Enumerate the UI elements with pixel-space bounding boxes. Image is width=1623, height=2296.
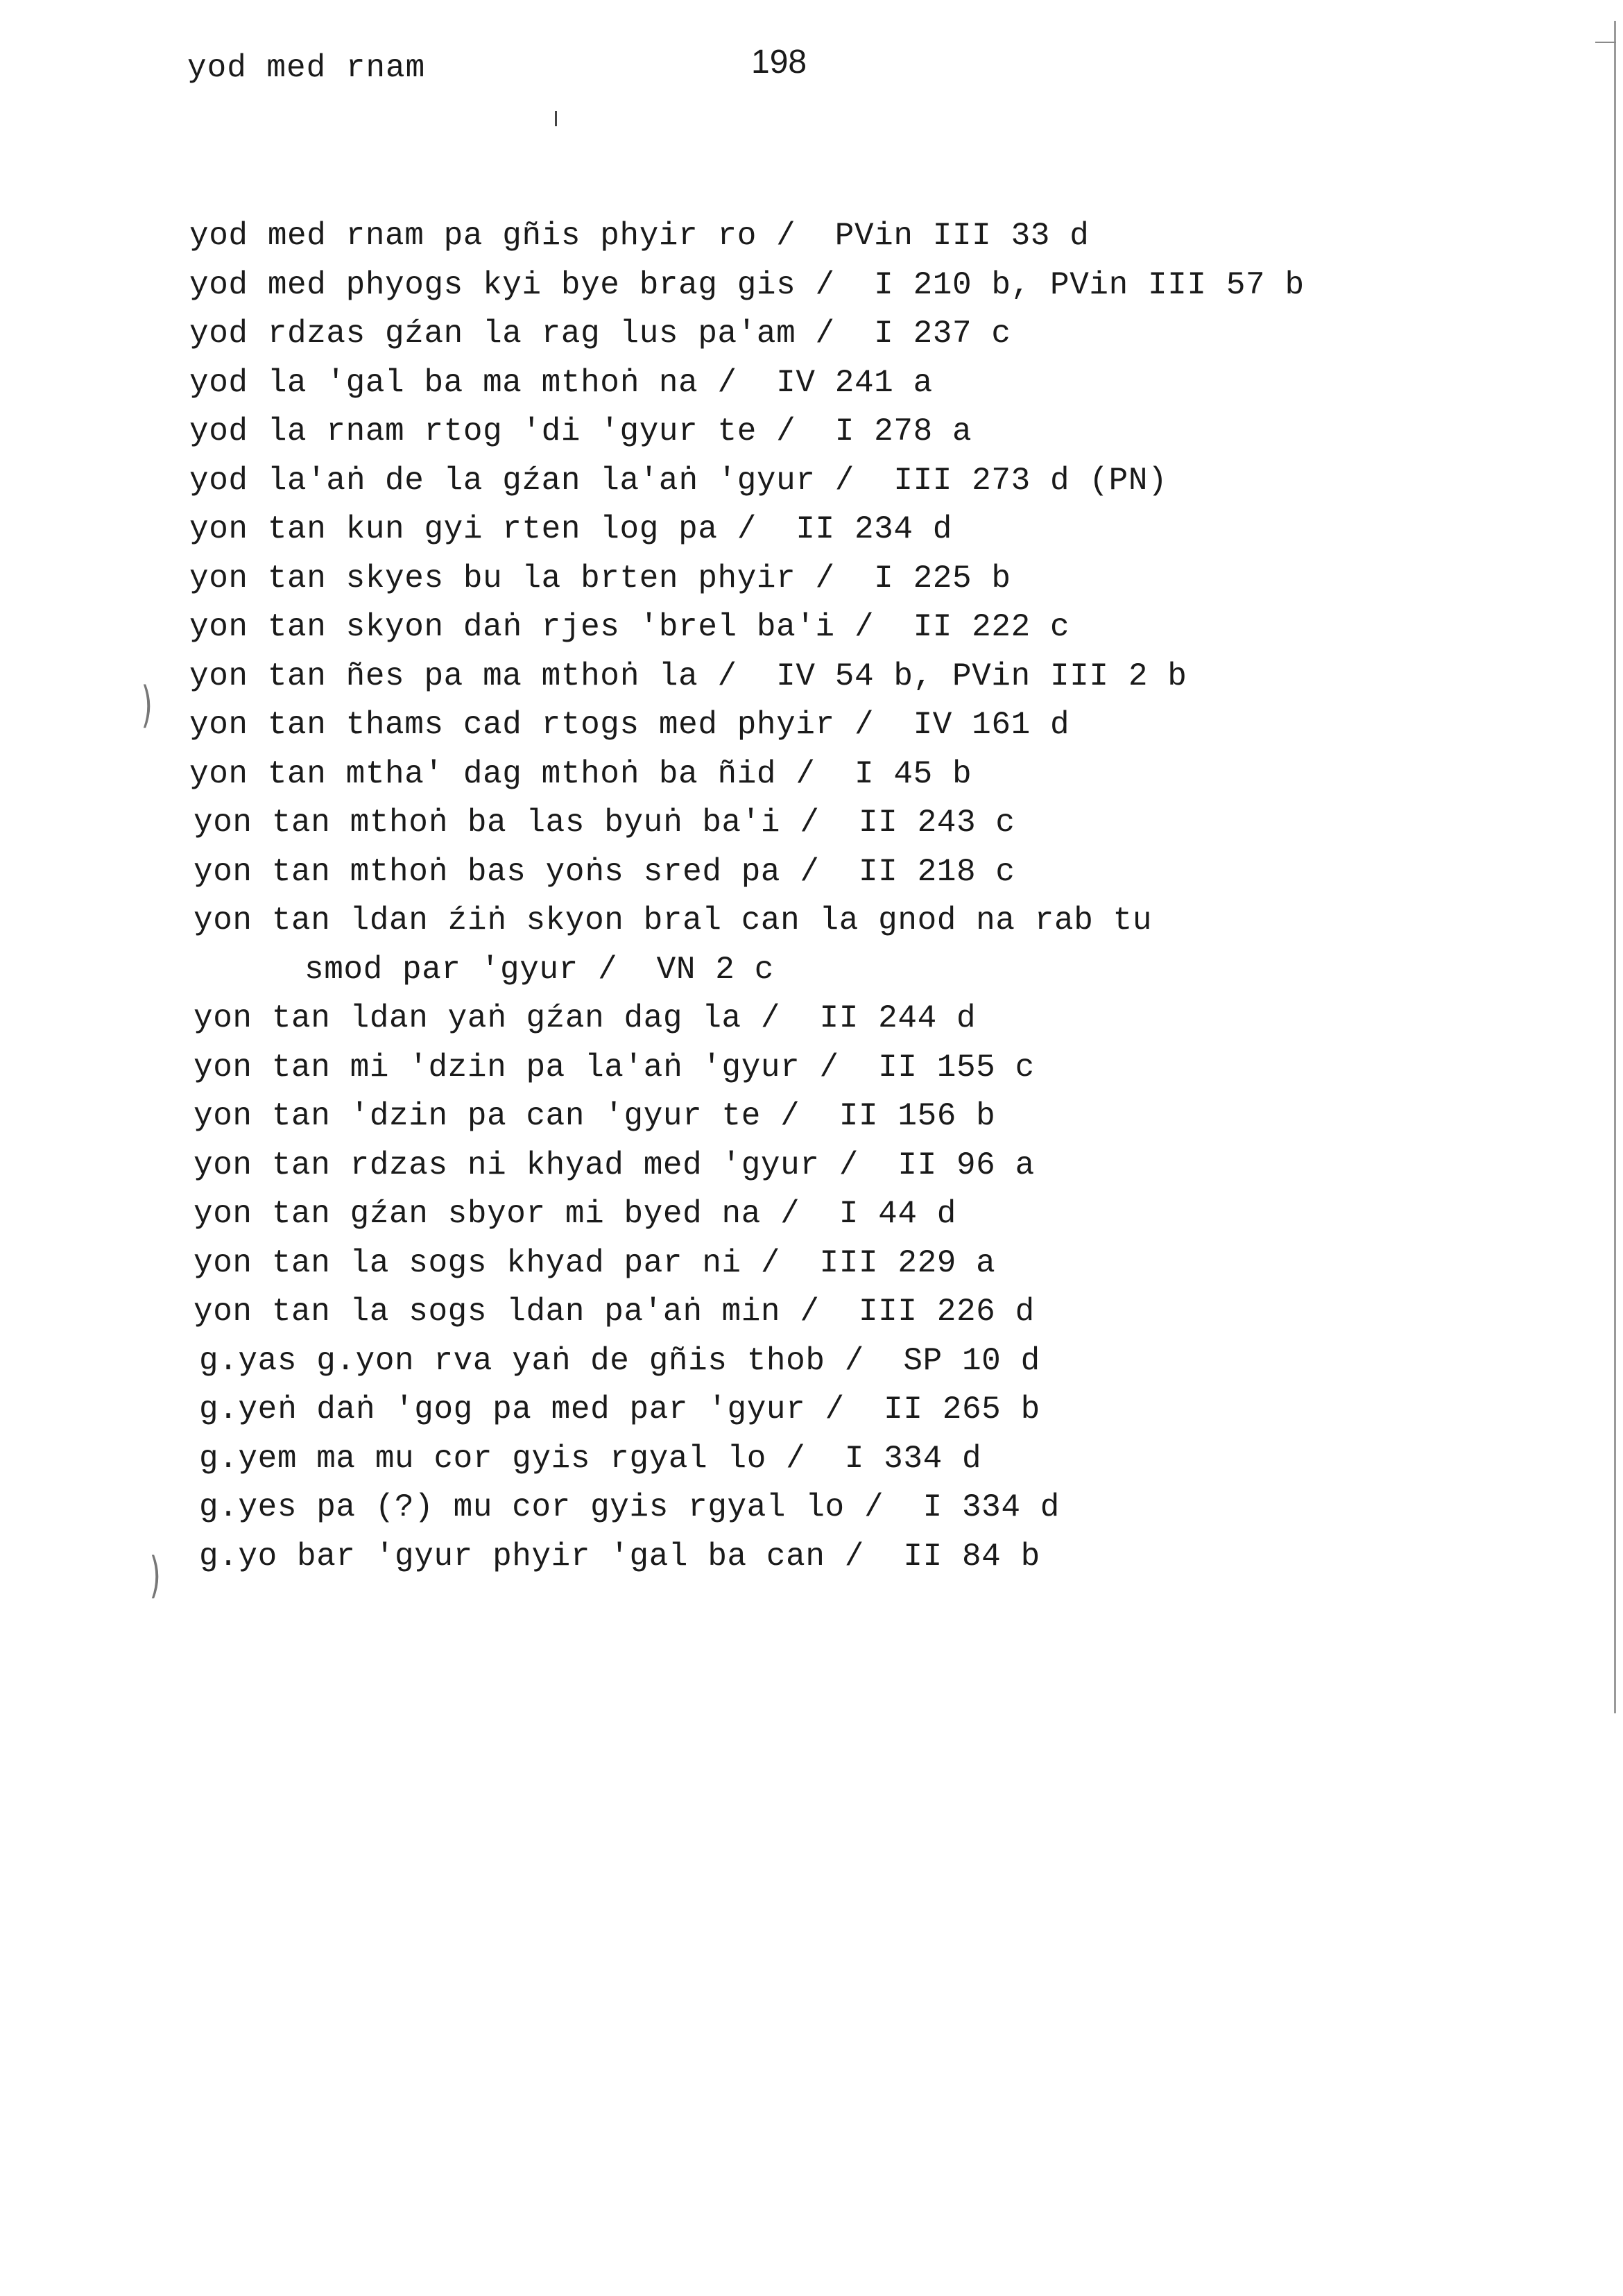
margin-mark: ): [149, 1547, 161, 1604]
scan-edge-tick: [1595, 42, 1616, 43]
verse-entry: yod med phyogs kyi bye brag gis / I 210 b, PVin III 57 b: [189, 266, 1305, 303]
verse-entry: g.yas g.yon rva yaṅ de gñis thob / SP 10 d: [199, 1342, 1040, 1379]
verse-entry: yon tan mi 'dzin pa la'aṅ 'gyur / II 155 c: [194, 1049, 1035, 1086]
verse-entry: yon tan ñes pa ma mthoṅ la / IV 54 b, PVin III 2 b: [189, 658, 1187, 694]
page-number: 198: [751, 44, 807, 80]
verse-entry: yon tan mthoṅ ba las byuṅ ba'i / II 243 c: [194, 805, 1015, 841]
verse-entry: yon tan thams cad rtogs med phyir / IV 161 d: [189, 707, 1070, 743]
verse-entry: g.yeṅ daṅ 'gog pa med par 'gyur / II 265 b: [199, 1391, 1040, 1428]
verse-entry: yon tan skyon daṅ rjes 'brel ba'i / II 222 c: [189, 609, 1070, 645]
verse-entry: yon tan ldan yaṅ gźan dag la / II 244 d: [194, 1000, 977, 1036]
verse-entry-continuation: smod par 'gyur / VN 2 c: [304, 951, 774, 988]
verse-entry: yon tan ldan źiṅ skyon bral can la gnod na rab tu: [194, 902, 1153, 939]
verse-entry: yon tan rdzas ni khyad med 'gyur / II 96 a: [194, 1147, 1035, 1183]
running-head: yod med rnam: [187, 50, 426, 86]
verse-entry: yon tan 'dzin pa can 'gyur te / II 156 b: [194, 1098, 996, 1134]
scan-speck: [555, 111, 557, 126]
verse-entry: yod la rnam rtog 'di 'gyur te / I 278 a: [189, 413, 972, 449]
verse-entry: yon tan la sogs khyad par ni / III 229 a: [194, 1244, 996, 1281]
verse-entry: g.yem ma mu cor gyis rgyal lo / I 334 d: [199, 1440, 982, 1477]
verse-entry: yon tan gźan sbyor mi byed na / I 44 d: [194, 1196, 956, 1232]
verse-entry: g.yo bar 'gyur phyir 'gal ba can / II 84 b: [199, 1538, 1040, 1575]
verse-entry: yod la'aṅ de la gźan la'aṅ 'gyur / III 273 d (PN): [189, 462, 1168, 499]
verse-entry: yon tan kun gyi rten log pa / II 234 d: [189, 511, 952, 547]
verse-entry: g.yes pa (?) mu cor gyis rgyal lo / I 334 d: [199, 1489, 1060, 1525]
verse-entry: yod la 'gal ba ma mthoṅ na / IV 241 a: [189, 364, 933, 401]
scan-edge-line: [1614, 21, 1616, 1713]
verse-entry: yod rdzas gźan la rag lus pa'am / I 237 c: [189, 316, 1011, 352]
verse-index-list: [189, 212, 1563, 1581]
verse-entry: yon tan mthoṅ bas yoṅs sred pa / II 218 c: [194, 853, 1015, 890]
verse-entry: yon tan skyes bu la brten phyir / I 225 b: [189, 560, 1011, 597]
verse-entry: yon tan mtha' dag mthoṅ ba ñid / I 45 b: [189, 755, 972, 792]
margin-mark: ): [141, 676, 153, 733]
verse-entry: yon tan la sogs ldan pa'aṅ min / III 226 d: [194, 1294, 1035, 1330]
verse-entry: yod med rnam pa gñis phyir ro / PVin III 33 d: [189, 218, 1090, 254]
